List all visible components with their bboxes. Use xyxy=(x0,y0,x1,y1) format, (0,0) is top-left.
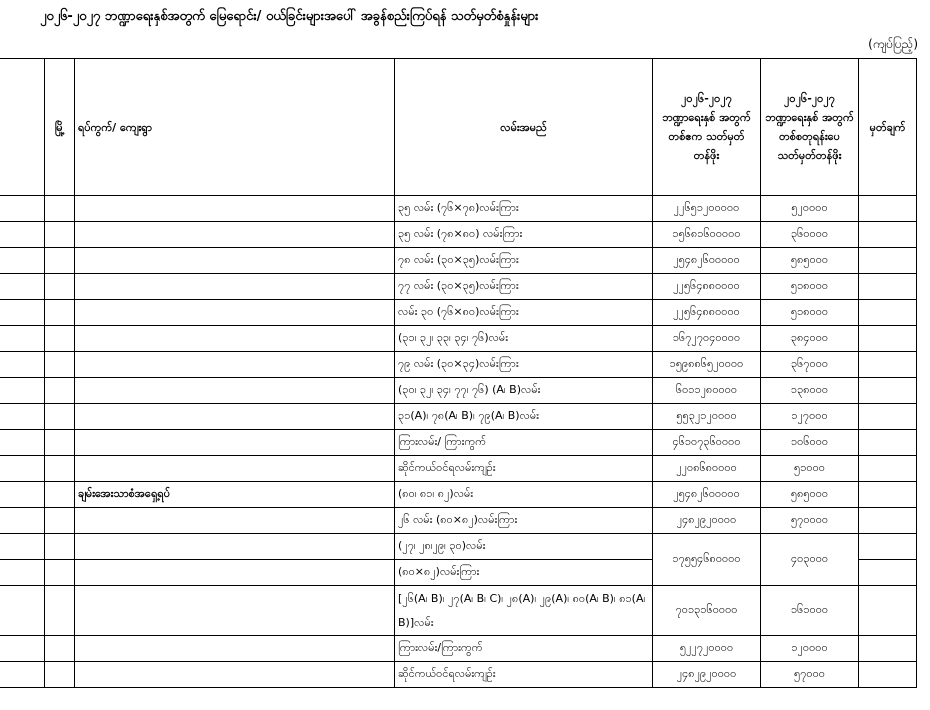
remarks-cell xyxy=(859,586,917,636)
ward-cell xyxy=(75,248,395,274)
street-cell: ၃၅ လမ်း (၇၈×၈၀) လမ်းကြား xyxy=(395,222,653,248)
table-row xyxy=(0,248,917,274)
ward-cell xyxy=(75,274,395,300)
value-per-sqft-cell: ၃၈၄၀၀၀ xyxy=(761,326,859,352)
township-cell xyxy=(45,636,75,662)
street-cell: [၂၆(A၊ B)၊ ၂၇(A၊ B၊ C)၊ ၂၈(A)၊ ၂၉(A)၊ ၈၀(A၊ B)၊ ၈၁(A၊ B)]လမ်း xyxy=(395,586,653,636)
street-cell: ဆိုင်ကယ်ဝင်ရလမ်းကျဉ်း xyxy=(395,456,653,482)
street-cell: ၃၁(A)၊ ၇၈(A၊ B)၊ ၇၉(A၊ B)လမ်း xyxy=(395,404,653,430)
township-cell xyxy=(45,326,75,352)
blank-cell xyxy=(0,352,45,378)
table-row xyxy=(0,404,917,430)
blank-cell xyxy=(0,508,45,534)
value-per-acre-cell: ၇၀၁၃၁၆၀၀၀၀ xyxy=(653,586,761,636)
blank-cell xyxy=(0,222,45,248)
header-street: လမ်းအမည် xyxy=(395,59,653,196)
street-cell: (၃၁၊ ၃၂၊ ၃၃၊ ၃၄၊ ၇၆)လမ်း xyxy=(395,326,653,352)
township-cell xyxy=(45,534,75,560)
street-cell: လမ်း ၃၀ (၇၆×၈၀)လမ်းကြား xyxy=(395,300,653,326)
township-cell xyxy=(45,662,75,688)
street-cell: ၃၅ လမ်း (၇၆×၇၈)လမ်းကြား xyxy=(395,196,653,222)
blank-cell xyxy=(0,662,45,688)
table-row xyxy=(0,508,917,534)
header-remarks: မှတ်ချက် xyxy=(859,59,917,196)
value-per-acre-cell: ၂၂၅၆၄၈၈၀၀၀၀ xyxy=(653,300,761,326)
value-per-sqft-cell: ၁၂၀၀၀၀ xyxy=(761,636,859,662)
header-township: မြို့ xyxy=(45,59,75,196)
township-cell xyxy=(45,378,75,404)
table-row xyxy=(0,636,917,662)
township-cell xyxy=(45,430,75,456)
remarks-cell xyxy=(859,560,917,586)
blank-cell xyxy=(0,404,45,430)
table-row xyxy=(0,534,917,560)
table-row xyxy=(0,662,917,688)
blank-cell xyxy=(0,560,45,586)
value-per-acre-cell: ၂၅၄၈၂၆၀၀၀၀၀ xyxy=(653,248,761,274)
blank-cell xyxy=(0,636,45,662)
value-per-acre-cell: ၁၅၉၈၈၆၅၂၀၀၀၀ xyxy=(653,352,761,378)
remarks-cell xyxy=(859,430,917,456)
township-cell xyxy=(45,274,75,300)
street-cell: (၂၇၊ ၂၈၊၂၉၊ ၃၀)လမ်း xyxy=(395,534,653,560)
value-per-sqft-cell: ၅၈၅၀၀၀ xyxy=(761,248,859,274)
value-per-sqft-cell: ၅၇၀၀၀ xyxy=(761,662,859,688)
street-cell: ၇၈ လမ်း (၃၀×၃၅)လမ်းကြား xyxy=(395,248,653,274)
remarks-cell xyxy=(859,222,917,248)
street-cell: ၇၉ လမ်း (၃၀×၃၄)လမ်းကြား xyxy=(395,352,653,378)
ward-cell xyxy=(75,586,395,636)
blank-cell xyxy=(0,248,45,274)
table-row xyxy=(0,222,917,248)
township-cell xyxy=(45,586,75,636)
header-value-per-acre: ၂၀၂၆-၂၀၂၇ ဘဏ္ဍာရေးနှစ် အတွက် တစ်ဧက သတ်မှတ်တန်ဖိုး xyxy=(653,59,761,196)
township-cell xyxy=(45,222,75,248)
remarks-cell xyxy=(859,456,917,482)
ward-cell xyxy=(75,456,395,482)
value-per-acre-cell: ၅၅၃၂၁၂၀၀၀၀ xyxy=(653,404,761,430)
table-row xyxy=(0,586,917,636)
header-ward: ရပ်ကွက်/ ကျေးရွာ xyxy=(75,59,395,196)
street-cell: ၇၇ လမ်း (၃၀×၃၅)လမ်းကြား xyxy=(395,274,653,300)
township-cell xyxy=(45,404,75,430)
remarks-cell xyxy=(859,636,917,662)
table-row xyxy=(0,378,917,404)
ward-cell xyxy=(75,196,395,222)
value-per-sqft-cell: ၅၁၀၀၀ xyxy=(761,456,859,482)
street-cell: ၂၆ လမ်း (၈၀×၈၂)လမ်းကြား xyxy=(395,508,653,534)
blank-cell xyxy=(0,378,45,404)
ward-cell xyxy=(75,404,395,430)
street-cell: ဆိုင်ကယ်ဝင်ရလမ်းကျဉ်း xyxy=(395,662,653,688)
value-per-acre-cell: ၅၂၂၇၂၀၀၀၀ xyxy=(653,636,761,662)
value-per-sqft-cell: ၁၃၈၀၀၀ xyxy=(761,378,859,404)
ward-cell xyxy=(75,636,395,662)
blank-cell xyxy=(0,326,45,352)
table-row xyxy=(0,300,917,326)
ward-cell xyxy=(75,430,395,456)
value-per-sqft-cell: ၅၈၅၀၀၀ xyxy=(761,482,859,508)
land-value-table xyxy=(0,58,917,688)
document-title: ၂၀၂၆-၂၀၂၇ ဘဏ္ဍာရေးနှစ်အတွက် မြေရောင်း/ ဝယ်ခြင်းများအပေါ် အခွန်စည်းကြပ်ရန် သတ်မှတ်စံနှုန်းများ xyxy=(40,9,539,24)
value-per-sqft-cell: ၃၆၇၀၀၀ xyxy=(761,352,859,378)
remarks-cell xyxy=(859,662,917,688)
value-per-sqft-cell: ၃၆၀၀၀၀ xyxy=(761,222,859,248)
remarks-cell xyxy=(859,482,917,508)
remarks-cell xyxy=(859,378,917,404)
blank-cell xyxy=(0,482,45,508)
value-per-sqft-cell: ၄၀၃၀၀၀ xyxy=(761,534,859,586)
remarks-cell xyxy=(859,534,917,560)
remarks-cell xyxy=(859,196,917,222)
value-per-sqft-cell: ၅၁၈၀၀၀ xyxy=(761,274,859,300)
value-per-acre-cell: ၂၄၈၂၉၂၀၀၀၀ xyxy=(653,508,761,534)
township-cell xyxy=(45,482,75,508)
ward-cell: ချမ်းအေးသာစံအရှေ့ရပ် xyxy=(75,482,395,508)
township-cell xyxy=(45,196,75,222)
remarks-cell xyxy=(859,352,917,378)
remarks-cell xyxy=(859,404,917,430)
ward-cell xyxy=(75,326,395,352)
table-row xyxy=(0,326,917,352)
ward-cell xyxy=(75,508,395,534)
value-per-acre-cell: ၄၆၁၀၇၃၆၀၀၀၀ xyxy=(653,430,761,456)
blank-cell xyxy=(0,300,45,326)
value-per-acre-cell: ၂၂၆၅၁၂၀၀၀၀၀ xyxy=(653,196,761,222)
remarks-cell xyxy=(859,326,917,352)
table-row xyxy=(0,430,917,456)
value-per-sqft-cell: ၅၂၀၀၀၀ xyxy=(761,196,859,222)
table-row xyxy=(0,274,917,300)
currency-unit: (ကျပ်ပြည့်) xyxy=(868,37,918,51)
township-cell xyxy=(45,300,75,326)
header-value-per-sqft: ၂၀၂၆-၂၀၂၇ ဘဏ္ဍာရေးနှစ် အတွက် တစ်စတုရန်းပေ သတ်မှတ်တန်ဖိုး xyxy=(761,59,859,196)
remarks-cell xyxy=(859,274,917,300)
ward-cell xyxy=(75,534,395,560)
value-per-sqft-cell: ၅၁၈၀၀၀ xyxy=(761,300,859,326)
ward-cell xyxy=(75,560,395,586)
township-cell xyxy=(45,352,75,378)
township-cell xyxy=(45,508,75,534)
remarks-cell xyxy=(859,248,917,274)
value-per-acre-cell: ၂၄၈၂၉၂၀၀၀၀ xyxy=(653,662,761,688)
township-cell xyxy=(45,248,75,274)
ward-cell xyxy=(75,662,395,688)
value-per-acre-cell: ၂၂၅၆၄၈၈၀၀၀၀ xyxy=(653,274,761,300)
table-row xyxy=(0,482,917,508)
value-per-acre-cell: ၂၂၀၈၆၈၀၀၀၀ xyxy=(653,456,761,482)
blank-cell xyxy=(0,456,45,482)
street-cell: ကြားလမ်း/ ကြားကွက် xyxy=(395,430,653,456)
value-per-sqft-cell: ၁၀၆၀၀၀ xyxy=(761,430,859,456)
table-row xyxy=(0,456,917,482)
value-per-acre-cell: ၁၅၆၈၁၆၀၀၀၀၀ xyxy=(653,222,761,248)
table-row xyxy=(0,196,917,222)
ward-cell xyxy=(75,352,395,378)
blank-cell xyxy=(0,196,45,222)
value-per-acre-cell: ၂၅၄၈၂၆၀၀၀၀၀ xyxy=(653,482,761,508)
ward-cell xyxy=(75,378,395,404)
remarks-cell xyxy=(859,300,917,326)
table-row xyxy=(0,352,917,378)
ward-cell xyxy=(75,222,395,248)
blank-cell xyxy=(0,534,45,560)
blank-cell xyxy=(0,586,45,636)
value-per-acre-cell: ၆၀၁၁၂၈၀၀၀၀ xyxy=(653,378,761,404)
street-cell: ကြားလမ်း/ကြားကွက် xyxy=(395,636,653,662)
street-cell: (၃၀၊ ၃၂၊ ၃၄၊ ၇၇၊ ၇၆) (A၊ B)လမ်း xyxy=(395,378,653,404)
blank-cell xyxy=(0,274,45,300)
value-per-sqft-cell: ၁၂၇၀၀၀ xyxy=(761,404,859,430)
street-cell: (၈၀၊ ၈၁၊ ၈၂)လမ်း xyxy=(395,482,653,508)
street-cell: (၈၀×၈၂)လမ်းကြား xyxy=(395,560,653,586)
township-cell xyxy=(45,560,75,586)
value-per-acre-cell: ၁၆၇၂၇၀၄၀၀၀၀ xyxy=(653,326,761,352)
township-cell xyxy=(45,456,75,482)
value-per-acre-cell: ၁၇၅၅၄၆၈၀၀၀၀ xyxy=(653,534,761,586)
blank-cell xyxy=(0,430,45,456)
remarks-cell xyxy=(859,508,917,534)
value-per-sqft-cell: ၁၆၁၀၀၀ xyxy=(761,586,859,636)
value-per-sqft-cell: ၅၇၀၀၀၀ xyxy=(761,508,859,534)
ward-cell xyxy=(75,300,395,326)
header-blank xyxy=(0,59,45,196)
